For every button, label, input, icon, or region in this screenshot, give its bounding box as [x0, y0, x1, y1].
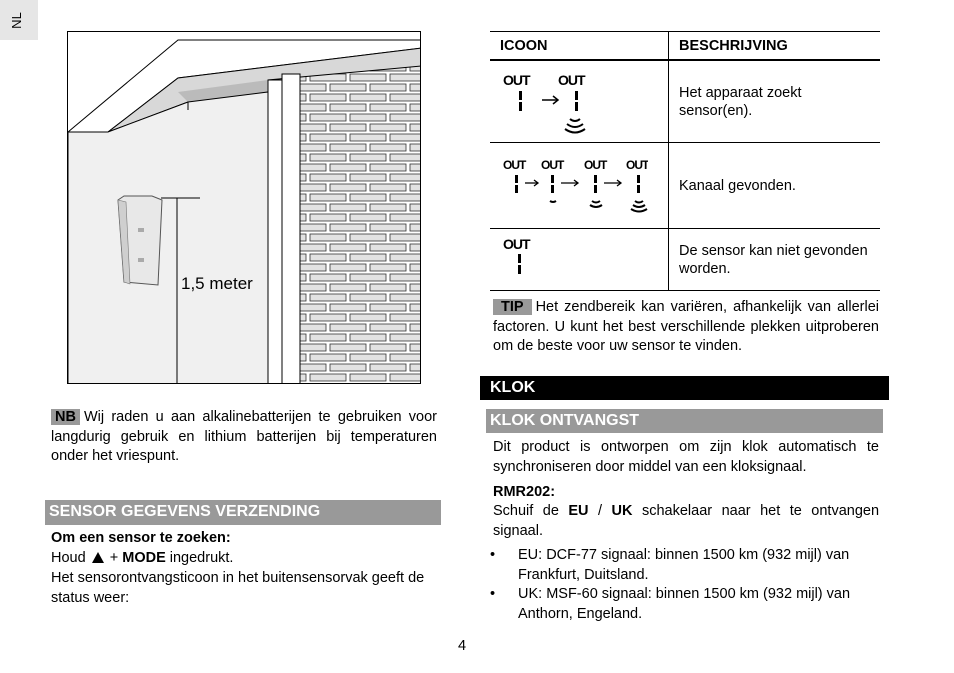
svg-text:OUT: OUT	[503, 72, 530, 88]
sensor-placement-illustration	[67, 31, 421, 384]
hold-plus: +	[109, 550, 119, 566]
bullet-dot: •	[490, 547, 496, 563]
switch-prefix: Schuif de	[493, 503, 559, 519]
note-tag: NB	[51, 409, 80, 425]
table-header-icon: ICOON	[490, 32, 669, 61]
description-cell: De sensor kan niet gevonden worden.	[669, 229, 881, 291]
bullet-dot: •	[490, 586, 496, 602]
svg-text:OUT: OUT	[626, 158, 648, 172]
switch-instruction	[493, 502, 879, 541]
language-tab-label: NL	[8, 12, 24, 29]
language-tab	[0, 0, 38, 40]
hold-suffix: ingedrukt.	[169, 550, 234, 566]
channel-found-icon	[490, 143, 648, 223]
model-label: RMR202:	[493, 484, 556, 500]
sensor-searching-icon	[490, 61, 648, 137]
page-number: 4	[458, 638, 467, 654]
wall-sensor-drawing	[68, 32, 421, 384]
icon-cell-searching	[490, 60, 669, 143]
sensor-device-icon	[118, 196, 162, 285]
note-text: Wij raden u aan alkalinebatterijen te gebruiken voor langdurig gebruik en lithium batterijen bij temperaturen onder het vriespunt.	[51, 409, 437, 464]
switch-suffix: schakelaar naar het te ontvangen signaal.	[493, 503, 880, 539]
switch-slash: /	[598, 503, 603, 519]
icon-cell-not-found	[490, 229, 669, 291]
svg-text:OUT: OUT	[584, 158, 607, 172]
tip-text: Het zendbereik kan variëren, afhankelijk van allerlei factoren. U kunt het best verschillende plekken uitproberen om de beste voor uw sensor te vinden.	[493, 299, 879, 354]
svg-text:OUT: OUT	[503, 236, 530, 252]
section-header-sensor: SENSOR GEGEVENS VERZENDING	[45, 500, 441, 525]
sensor-not-found-icon	[490, 229, 648, 285]
eu-key: EU	[568, 503, 589, 519]
svg-text:OUT: OUT	[541, 158, 564, 172]
mode-key: MODE	[122, 550, 166, 566]
svg-text:OUT: OUT	[558, 72, 585, 88]
description-cell: Het apparaat zoekt sensor(en).	[669, 60, 881, 143]
table-header-row	[490, 32, 880, 61]
tip-tag: TIP	[493, 299, 532, 315]
table-header-description: BESCHRIJVING	[669, 32, 881, 61]
svg-text:OUT: OUT	[503, 158, 526, 172]
description-cell: Kanaal gevonden.	[669, 143, 881, 229]
table-row	[490, 60, 880, 143]
sub-heading-search-sensor: Om een sensor te zoeken:	[51, 530, 231, 546]
hold-prefix: Houd	[51, 550, 86, 566]
section-header-clock-reception: KLOK ONTVANGST	[486, 409, 883, 433]
bullet-text: UK: MSF-60 signaal: binnen 1500 km (932 mijl) van Anthorn, Engeland.	[518, 586, 851, 622]
note-paragraph	[51, 408, 437, 467]
icon-table	[490, 31, 880, 291]
hold-instruction	[51, 549, 233, 569]
up-arrow-icon	[92, 552, 104, 563]
clock-intro: Dit product is ontworpen om zijn klok automatisch te synchroniseren door middel van een kloksignaal.	[493, 439, 879, 475]
table-row	[490, 229, 880, 291]
icon-cell-found	[490, 143, 669, 229]
table-row	[490, 143, 880, 229]
height-label: 1,5 meter	[181, 274, 253, 293]
status-text: Het sensorontvangsticoon in het buitensensorvak geeft de status weer:	[51, 570, 425, 606]
uk-key: UK	[611, 503, 633, 519]
section-header-clock: KLOK	[480, 376, 889, 400]
tip-paragraph	[493, 298, 879, 357]
bullet-text: EU: DCF-77 signaal: binnen 1500 km (932 mijl) van Frankfurt, Duitsland.	[518, 547, 850, 583]
